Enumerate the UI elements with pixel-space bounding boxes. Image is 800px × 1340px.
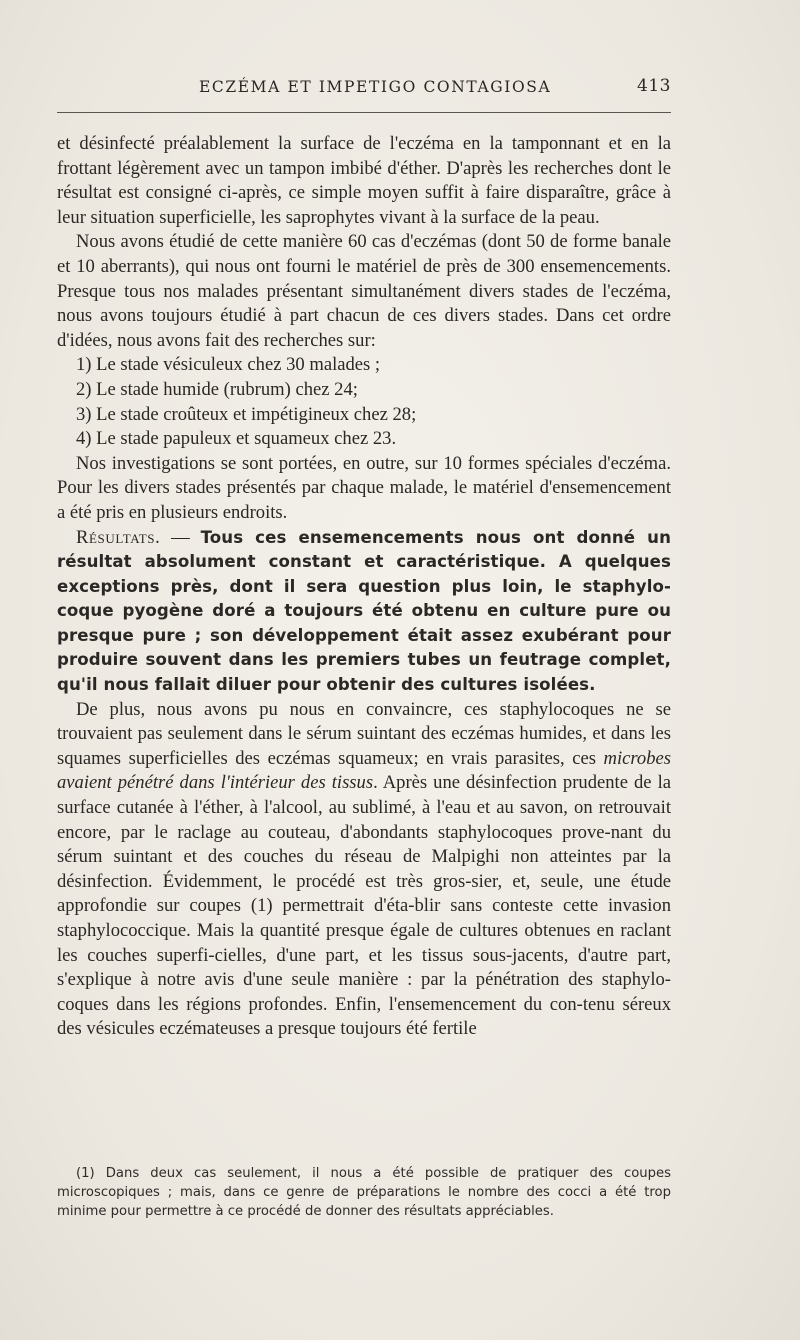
page-header	[57, 76, 671, 104]
paragraph-1: et désinfecté préalablement la surface de l'eczéma en la tamponnant et en la frottant légèrement avec un tampon imbibé d'éther. D'après les recherches dont le résultat est consigné ci-après, ce simple moyen suffit à faire disparaître, grâce à leur situation superficielle, les saprophytes vivant à la surface de la peau.	[57, 133, 671, 228]
footnote	[57, 1164, 671, 1222]
page-number: 413	[637, 76, 671, 96]
running-head: ECZÉMA ET IMPETIGO CONTAGIOSA	[199, 78, 552, 96]
list-item: 2) Le stade humide (rubrum) chez 24;	[76, 378, 358, 400]
paragraph-3: Nos investigations se sont portées, en outre, sur 10 formes spéciales d'eczéma. Pour les divers stades présentés par chaque malade, le matériel d'ensemencement a été pris en plusieurs endroits.	[57, 452, 671, 523]
results-bold-text: Tous ces ensemencements nous ont donné un résultat absolument constant et caractéristique. A quelques exceptions près, dont il sera question plus loin, le staphylo-coque pyogène doré a toujours été obtenu en culture pure ou presque pure ; son développement était assez exubérant pour produire souvent dans les premiers tubes un feutrage complet, qu'il nous fallait diluer pour obtenir des cultures isolées.	[57, 527, 672, 695]
list-item: 3) Le stade croûteux et impétigineux chez 28;	[76, 403, 417, 425]
paragraph-2: Nous avons étudié de cette manière 60 cas d'eczémas (dont 50 de forme banale et 10 aberrants), qui nous ont fourni le matériel de près de 300 ensemencements. Presque tous nos malades présentant simultanément divers stades de l'eczéma, nous avons toujours étudié à part chacun de ces divers stades. Dans cet ordre d'idées, nous avons fait des recherches sur:	[57, 231, 671, 351]
footnote-text: (1) Dans deux cas seulement, il nous a été possible de pratiquer des coupes microscopiques ; mais, dans ce genre de préparations le nombre des cocci a été trop minime pour permettre à ce procédé de donner des résultats appréciables.	[57, 1166, 671, 1220]
header-rule	[57, 112, 671, 113]
body-text	[57, 132, 671, 1042]
paragraph-results	[57, 526, 671, 698]
results-dash: —	[160, 526, 201, 548]
results-label: Résultats.	[76, 526, 161, 548]
paragraph-5-end: . Après une désinfection prudente de la surface cutanée à l'éther, à l'alcool, au sublimé, à l'eau et au savon, on retrouvait encore, par le raclage au couteau, d'abondants staphylocoques prove-nant du sérum suintant et des couches du réseau de Malpighi non atteintes par la désinfection. Évidemment, le procédé est très gros-sier, et, seule, une étude approfondie sur coupes (1) permettrait d'éta-blir sans conteste cette invasion staphylococcique. Mais la quantité presque égale de cultures obtenues en raclant les couches superfi-cielles, d'une part, et les tissus sous-jacents, d'autre part, s'explique à notre avis d'une seule manière : par la pénétration des staphylo-coques dans les régions profondes. Enfin, l'ensemencement du con-tenu séreux des vésicules eczémateuses a presque toujours été fertile	[57, 772, 672, 1040]
paragraph-5-italic: microbes avaient pénétré dans l'intérieur des tissus	[57, 747, 671, 794]
list-item: 4) Le stade papuleux et squameux chez 23.	[76, 428, 397, 450]
paragraph-5-start: De plus, nous avons pu nous en convaincre, ces staphylocoques ne se trouvaient pas seulement dans le sérum suintant des eczémas humides, et dans les squames superficielles des eczémas squameux; en vrais parasites, ces	[57, 698, 671, 769]
list-item: 1) Le stade vésiculeux chez 30 malades ;	[76, 354, 381, 376]
paragraph-5	[57, 698, 671, 1042]
